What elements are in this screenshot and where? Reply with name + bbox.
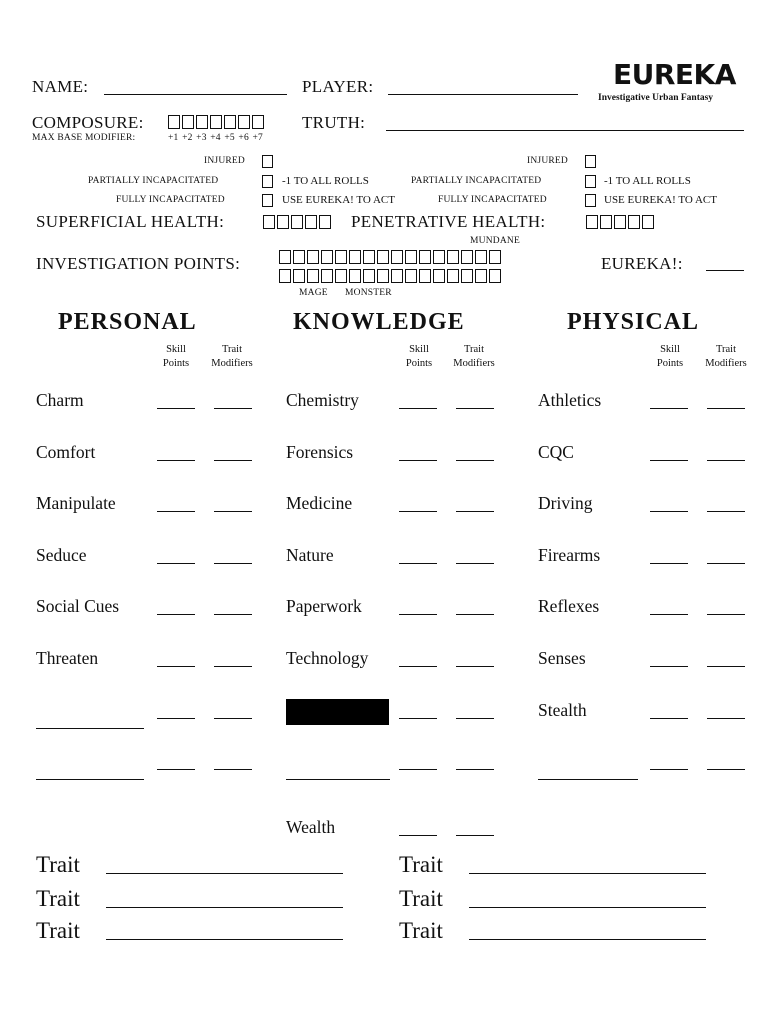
checkbox[interactable] <box>600 215 612 229</box>
minus-one-rolls-text: -1 TO ALL ROLLS <box>282 175 369 187</box>
checkbox[interactable] <box>210 115 222 129</box>
checkbox[interactable] <box>321 269 333 283</box>
trait-modifier-field[interactable] <box>456 718 494 719</box>
trait-modifier-field[interactable] <box>214 563 252 564</box>
checkbox[interactable] <box>475 269 487 283</box>
skill-label: Technology <box>286 648 369 668</box>
custom-skill-field[interactable] <box>36 728 144 729</box>
skill-label: Reflexes <box>538 596 600 617</box>
trait-field[interactable] <box>106 939 343 940</box>
skill-points-field[interactable] <box>157 511 195 512</box>
use-eureka-text: USE EUREKA! TO ACT <box>282 194 395 206</box>
trait-modifier-field[interactable] <box>456 511 494 512</box>
checkbox[interactable] <box>447 269 459 283</box>
trait-modifier-field[interactable] <box>707 769 745 770</box>
skill-label: CQC <box>538 441 574 462</box>
injured-label: INJURED <box>527 156 568 166</box>
partially-incapacitated-checkbox[interactable] <box>262 175 273 188</box>
skill-points-field[interactable] <box>650 563 688 564</box>
mundane-label: MUNDANE <box>470 236 520 246</box>
player-field[interactable] <box>388 94 578 95</box>
checkbox[interactable] <box>405 250 417 264</box>
skill-points-field[interactable] <box>650 718 688 719</box>
superficial-health-boxes[interactable] <box>263 215 333 229</box>
penetrative-health-boxes[interactable] <box>586 215 656 229</box>
eureka-points-label: EUREKA!: <box>601 254 683 273</box>
skill-points-field[interactable] <box>399 666 437 667</box>
skill-label: Paperwork <box>286 596 362 617</box>
checkbox[interactable] <box>335 269 347 283</box>
trait-field[interactable] <box>469 939 706 940</box>
penetrative-health-label: PENETRATIVE HEALTH: <box>351 212 546 231</box>
skill-label: Nature <box>286 544 334 565</box>
trait-modifier-field[interactable] <box>456 769 494 770</box>
trait-label: Trait <box>36 918 80 943</box>
checkbox[interactable] <box>614 215 626 229</box>
fully-incapacitated-checkbox[interactable] <box>585 194 596 207</box>
trait-label: Trait <box>36 886 80 911</box>
checkbox[interactable] <box>461 269 473 283</box>
investigation-boxes-row-2[interactable] <box>279 269 503 283</box>
checkbox[interactable] <box>461 250 473 264</box>
trait-modifier-field[interactable] <box>707 460 745 461</box>
trait-field[interactable] <box>106 907 343 908</box>
trait-modifier-field[interactable] <box>707 666 745 667</box>
max-base-modifier-label: MAX BASE MODIFIER: <box>32 133 136 143</box>
eureka-logo: EUREKA <box>613 58 736 91</box>
skill-points-field[interactable] <box>157 718 195 719</box>
custom-skill-field[interactable] <box>36 779 144 780</box>
skill-points-field[interactable] <box>157 460 195 461</box>
checkbox[interactable] <box>224 115 236 129</box>
injured-checkbox[interactable] <box>585 155 596 168</box>
checkbox[interactable] <box>586 215 598 229</box>
skill-label: Manipulate <box>36 493 116 514</box>
monster-label: MONSTER <box>345 288 392 298</box>
injured-label: INJURED <box>204 156 245 166</box>
trait-modifier-field[interactable] <box>214 408 252 409</box>
investigation-boxes-row-1[interactable] <box>279 250 503 264</box>
custom-skill-field[interactable] <box>286 779 390 780</box>
checkbox[interactable] <box>475 250 487 264</box>
skill-points-field[interactable] <box>157 563 195 564</box>
checkbox[interactable] <box>489 269 501 283</box>
checkbox[interactable] <box>405 269 417 283</box>
trait-modifier-field[interactable] <box>707 511 745 512</box>
logo-subtitle: Investigative Urban Fantasy <box>598 93 714 103</box>
mage-label: MAGE <box>299 288 328 298</box>
partially-incapacitated-label: PARTIALLY INCAPACITATED <box>88 176 219 186</box>
skill-points-field[interactable] <box>650 769 688 770</box>
checkbox[interactable] <box>321 250 333 264</box>
skill-points-field[interactable] <box>157 408 195 409</box>
trait-label: Trait <box>399 852 443 877</box>
trait-modifier-field[interactable] <box>707 408 745 409</box>
trait-label: Trait <box>399 886 443 911</box>
checkbox[interactable] <box>433 269 445 283</box>
checkbox[interactable] <box>363 250 375 264</box>
trait-modifier-field[interactable] <box>456 408 494 409</box>
name-label: NAME: <box>32 77 89 96</box>
composure-label: COMPOSURE: <box>32 113 144 132</box>
checkbox[interactable] <box>238 115 250 129</box>
injured-checkbox[interactable] <box>262 155 273 168</box>
knowledge-heading: KNOWLEDGE <box>293 309 465 335</box>
trait-modifiers-header: Trait Modifiers <box>705 344 747 369</box>
checkbox[interactable] <box>293 269 305 283</box>
skill-label: Comfort <box>36 441 96 462</box>
trait-modifiers-header: Trait Modifiers <box>453 344 495 369</box>
checkbox[interactable] <box>391 269 403 283</box>
skill-points-field[interactable] <box>399 563 437 564</box>
fully-incapacitated-checkbox[interactable] <box>262 194 273 207</box>
checkbox[interactable] <box>196 115 208 129</box>
trait-label: Trait <box>399 918 443 943</box>
composure-boxes[interactable] <box>168 115 266 129</box>
trait-modifier-field[interactable] <box>214 666 252 667</box>
skill-points-field[interactable] <box>157 769 195 770</box>
checkbox[interactable] <box>349 269 361 283</box>
checkbox[interactable] <box>263 215 275 229</box>
trait-modifiers-header: Trait Modifiers <box>211 344 253 369</box>
trait-modifier-field[interactable] <box>456 614 494 615</box>
skill-label: Stealth <box>538 699 587 720</box>
checkbox[interactable] <box>168 115 180 129</box>
redacted-skill-name <box>286 699 389 725</box>
checkbox[interactable] <box>642 215 654 229</box>
trait-modifier-field[interactable] <box>707 614 745 615</box>
checkbox[interactable] <box>391 250 403 264</box>
skill-points-field[interactable] <box>650 460 688 461</box>
trait-modifier-field[interactable] <box>214 718 252 719</box>
checkbox[interactable] <box>419 250 431 264</box>
trait-modifier-field[interactable] <box>456 666 494 667</box>
skill-points-field[interactable] <box>650 666 688 667</box>
skill-points-header: Skill Points <box>656 344 684 369</box>
wealth-trait-field[interactable] <box>456 835 494 836</box>
checkbox[interactable] <box>279 250 291 264</box>
checkbox[interactable] <box>307 250 319 264</box>
checkbox[interactable] <box>291 215 303 229</box>
checkbox[interactable] <box>377 269 389 283</box>
wealth-label: Wealth <box>286 817 336 837</box>
skill-points-field[interactable] <box>650 408 688 409</box>
checkbox[interactable] <box>319 215 331 229</box>
skill-label: Athletics <box>538 390 602 410</box>
checkbox[interactable] <box>489 250 501 264</box>
skill-points-field[interactable] <box>399 614 437 615</box>
trait-modifier-field[interactable] <box>214 511 252 512</box>
checkbox[interactable] <box>447 250 459 264</box>
use-eureka-text: USE EUREKA! TO ACT <box>604 194 717 206</box>
checkbox[interactable] <box>277 215 289 229</box>
checkbox[interactable] <box>307 269 319 283</box>
checkbox[interactable] <box>377 250 389 264</box>
checkbox[interactable] <box>279 269 291 283</box>
checkbox[interactable] <box>335 250 347 264</box>
trait-modifier-field[interactable] <box>707 718 745 719</box>
checkbox[interactable] <box>293 250 305 264</box>
skill-points-field[interactable] <box>399 511 437 512</box>
player-label: PLAYER: <box>302 77 374 96</box>
trait-modifier-field[interactable] <box>456 563 494 564</box>
partially-incapacitated-checkbox[interactable] <box>585 175 596 188</box>
checkbox[interactable] <box>433 250 445 264</box>
minus-one-rolls-text: -1 TO ALL ROLLS <box>604 175 691 187</box>
skill-points-field[interactable] <box>650 511 688 512</box>
eureka-points-field[interactable] <box>706 270 744 271</box>
skill-points-field[interactable] <box>399 460 437 461</box>
trait-field[interactable] <box>469 873 706 874</box>
skill-points-field[interactable] <box>157 614 195 615</box>
skill-points-field[interactable] <box>399 718 437 719</box>
fully-incapacitated-label: FULLY INCAPACITATED <box>116 195 225 205</box>
trait-modifier-field[interactable] <box>707 563 745 564</box>
trait-modifier-field[interactable] <box>214 614 252 615</box>
fully-incapacitated-label: FULLY INCAPACITATED <box>438 195 547 205</box>
skill-points-field[interactable] <box>399 408 437 409</box>
skill-points-header: Skill Points <box>162 344 190 369</box>
trait-modifier-field[interactable] <box>214 460 252 461</box>
investigation-points-label: INVESTIGATION POINTS: <box>36 254 241 273</box>
personal-heading: PERSONAL <box>58 309 197 335</box>
custom-skill-field[interactable] <box>538 779 638 780</box>
trait-field[interactable] <box>469 907 706 908</box>
partially-incapacitated-label: PARTIALLY INCAPACITATED <box>411 176 542 186</box>
skill-label: Senses <box>538 648 586 668</box>
name-field[interactable] <box>104 94 287 95</box>
skill-points-header: Skill Points <box>405 344 433 369</box>
checkbox[interactable] <box>182 115 194 129</box>
trait-modifier-field[interactable] <box>456 460 494 461</box>
skill-label: Seduce <box>36 544 87 565</box>
truth-label: TRUTH: <box>302 113 366 132</box>
superficial-health-label: SUPERFICIAL HEALTH: <box>36 212 225 231</box>
skill-label: Medicine <box>286 493 353 514</box>
checkbox[interactable] <box>349 250 361 264</box>
checkbox[interactable] <box>363 269 375 283</box>
trait-modifier-field[interactable] <box>214 769 252 770</box>
skill-label: Chemistry <box>286 390 359 410</box>
skill-label: Threaten <box>36 648 99 668</box>
skill-points-field[interactable] <box>650 614 688 615</box>
skill-points-field[interactable] <box>157 666 195 667</box>
skill-label: Forensics <box>286 441 354 462</box>
checkbox[interactable] <box>252 115 264 129</box>
truth-field[interactable] <box>386 130 744 131</box>
trait-field[interactable] <box>106 873 343 874</box>
skill-label: Social Cues <box>36 596 120 617</box>
wealth-skill-field[interactable] <box>399 835 437 836</box>
checkbox[interactable] <box>419 269 431 283</box>
skill-label: Charm <box>36 390 84 410</box>
skill-label: Firearms <box>538 544 601 565</box>
checkbox[interactable] <box>305 215 317 229</box>
checkbox[interactable] <box>628 215 640 229</box>
skill-points-field[interactable] <box>399 769 437 770</box>
modifier-values: +1 +2 +3 +4 +5 +6 +7 <box>168 133 264 143</box>
skill-label: Driving <box>538 493 593 514</box>
trait-label: Trait <box>36 852 80 877</box>
physical-heading: PHYSICAL <box>567 309 700 335</box>
